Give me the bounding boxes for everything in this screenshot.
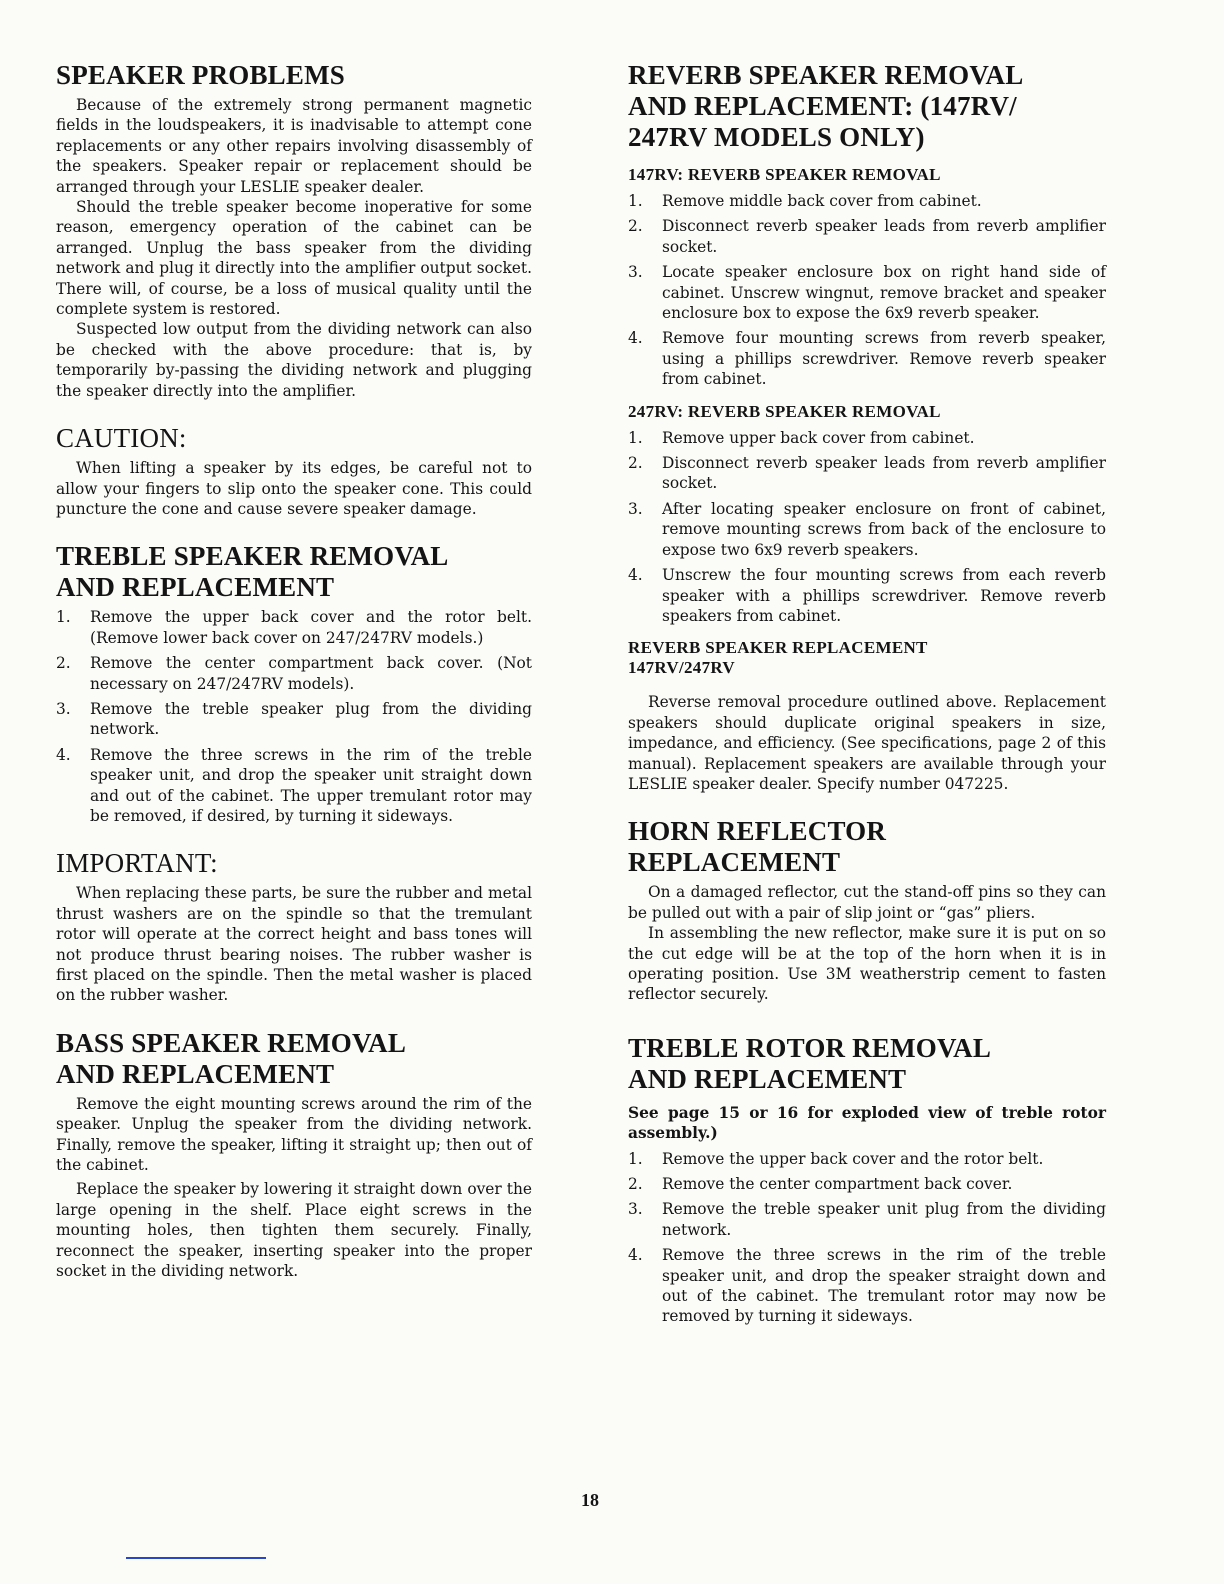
- paragraph: On a damaged reflector, cut the stand-off pins so they can be pulled out with a pair of slip joint or “gas” pliers.: [628, 883, 1106, 922]
- step-text: Remove the upper back cover and the rotor belt. (Remove lower back cover on 247/247RV models.): [90, 608, 532, 647]
- important-text: When replacing these parts, be sure the rubber and metal thrust washers are on the spindle so that the tremulant rotor will operate at the correct height and bass tones will not produce thrust bearing noises. The rubber washer is first placed on the spindle. Then the metal washer is placed on the rubber washer.: [56, 884, 532, 1005]
- heading-important: IMPORTANT:: [56, 848, 218, 879]
- subheading-reverb-replacement: [628, 638, 1106, 678]
- step-number: 3.: [628, 1200, 643, 1219]
- step-number: 1.: [628, 428, 643, 447]
- heading-caution: CAUTION:: [56, 423, 187, 454]
- step-text: Remove the treble speaker plug from the dividing network.: [90, 699, 532, 739]
- list-item: [56, 745, 532, 827]
- section-horn-reflector: [628, 816, 1106, 1004]
- paragraph: Should the treble speaker become inoperative for some reason, emergency operation of the cabinet can be arranged. Unplug the bass speaker from the dividing network and plug it directly into the amplifier output socket. There will, of course, be a loss of musical quality until the complete system is restored.: [56, 198, 532, 319]
- heading-line: TREBLE SPEAKER REMOVAL: [56, 541, 449, 572]
- 247rv-steps: [628, 428, 1106, 627]
- treble-speaker-steps: [56, 607, 532, 826]
- list-item: [56, 699, 532, 740]
- section-caution: [56, 423, 532, 519]
- heading-line: HORN REFLECTOR: [628, 816, 887, 847]
- list-item: [628, 216, 1106, 257]
- 147rv-steps: [628, 191, 1106, 390]
- subheading-247rv-removal: 247RV: REVERB SPEAKER REMOVAL: [628, 401, 941, 421]
- step-text: Remove the center compartment back cover.: [662, 1175, 1013, 1193]
- step-number: 4.: [56, 745, 71, 764]
- step-text: Remove middle back cover from cabinet.: [662, 192, 982, 210]
- step-number: 3.: [628, 263, 643, 282]
- step-text: Remove the center compartment back cover. (Not necessary on 247/247RV models).: [90, 654, 532, 693]
- right-column: [628, 60, 1106, 1349]
- left-column: [56, 60, 532, 1303]
- list-item: [628, 191, 1106, 211]
- list-item: [628, 1245, 1106, 1327]
- paragraph: Replace the speaker by lowering it straight down over the large opening in the shelf. Place eight screws in the mounting holes, then tighten them securely. Finally, reconnect the speaker, inserting speaker into the proper socket in the dividing network.: [56, 1180, 532, 1281]
- list-item: [628, 1199, 1106, 1240]
- heading-line: AND REPLACEMENT: [628, 1063, 907, 1094]
- heading-speaker-problems: SPEAKER PROBLEMS: [56, 60, 345, 90]
- heading-line: BASS SPEAKER REMOVAL: [56, 1027, 407, 1058]
- heading-treble-speaker: [56, 541, 532, 603]
- paragraph: Because of the extremely strong permanent magnetic fields in the loudspeakers, it is inadvisable to attempt cone replacements or any other repairs involving disassembly of the speakers. Speaker repair or replacement should be arranged through your LESLIE speaker dealer.: [56, 96, 532, 196]
- step-number: 2.: [56, 654, 71, 673]
- list-item: [628, 1174, 1106, 1194]
- heading-horn-reflector: [628, 816, 1106, 878]
- list-item: [56, 653, 532, 694]
- step-number: 3.: [56, 699, 71, 718]
- heading-bass-speaker: [56, 1028, 532, 1090]
- section-speaker-problems: [56, 60, 532, 401]
- subheading-line: 147RV/247RV: [628, 658, 735, 678]
- section-bass-speaker: [56, 1028, 532, 1282]
- step-number: 4.: [628, 1246, 643, 1265]
- step-text: Locate speaker enclosure box on right hand side of cabinet. Unscrew wingnut, remove bracket and speaker enclosure box to expose the 6x9 reverb speaker.: [662, 263, 1106, 323]
- heading-line: AND REPLACEMENT: (147RV/: [628, 91, 1017, 121]
- step-text: Remove the three screws in the rim of the treble speaker unit, and drop the speaker straight down and out of the cabinet. The tremulant rotor may now be removed by turning it sideways.: [662, 1246, 1106, 1326]
- step-text: Remove upper back cover from cabinet.: [662, 428, 975, 447]
- section-important: [56, 848, 532, 1005]
- step-text: Remove four mounting screws from reverb speaker, using a phillips screwdriver. Remove reverb speaker from cabinet.: [662, 329, 1106, 389]
- heading-treble-rotor: [628, 1033, 1106, 1095]
- list-item: [628, 1149, 1106, 1169]
- list-item: [628, 453, 1106, 494]
- step-number: 2.: [628, 1175, 643, 1193]
- footer-rule: [126, 1557, 266, 1559]
- treble-rotor-steps: [628, 1149, 1106, 1327]
- step-text: Disconnect reverb speaker leads from reverb amplifier socket.: [662, 217, 1106, 256]
- section-reverb-speaker: [628, 60, 1106, 794]
- list-item: [628, 428, 1106, 448]
- list-item: [628, 262, 1106, 323]
- step-text: Disconnect reverb speaker leads from reverb amplifier socket.: [662, 454, 1106, 493]
- step-number: 3.: [628, 499, 643, 518]
- heading-line: REVERB SPEAKER REMOVAL: [628, 60, 1024, 90]
- treble-rotor-note: See page 15 or 16 for exploded view of treble rotor assembly.): [628, 1103, 1106, 1143]
- reverb-replacement-text: Reverse removal procedure outlined above. Replacement speakers should duplicate original speakers in size, impedance, and efficiency. (See specifications, page 2 of this manual). Replacement speakers are available through your LESLIE speaker dealer. Specify number 047225.: [628, 693, 1106, 793]
- paragraph: Remove the eight mounting screws around the rim of the speaker. Unplug the speaker from the dividing network. Finally, remove the speaker, lifting it straight up; then out of the cabinet.: [56, 1094, 532, 1175]
- step-number: 1.: [628, 1149, 643, 1168]
- paragraph: Suspected low output from the dividing network can also be checked with the above procedure: that is, by temporarily by-passing the dividing network and plugging the speaker directly into the amplifier.: [56, 320, 532, 400]
- step-text: Remove the upper back cover and the rotor belt.: [662, 1149, 1044, 1168]
- section-treble-speaker: [56, 541, 532, 826]
- section-treble-rotor: [628, 1033, 1106, 1327]
- heading-line: 247RV MODELS ONLY): [628, 122, 925, 152]
- list-item: [628, 565, 1106, 626]
- list-item: [56, 607, 532, 648]
- caution-text: When lifting a speaker by its edges, be careful not to allow your fingers to slip onto the speaker cone. This could puncture the cone and cause severe speaker damage.: [56, 459, 532, 518]
- list-item: [628, 328, 1106, 389]
- step-text: Remove the three screws in the rim of the treble speaker unit, and drop the speaker unit straight down and out of the cabinet. The upper tremulant rotor may be removed, if desired, by turning it sideways.: [90, 745, 532, 825]
- step-text: After locating speaker enclosure on front of cabinet, remove mounting screws from back of the enclosure to expose two 6x9 reverb speakers.: [662, 499, 1106, 559]
- heading-reverb-speaker: [628, 60, 1106, 153]
- step-number: 1.: [628, 192, 643, 210]
- heading-line: TREBLE ROTOR REMOVAL: [628, 1032, 992, 1063]
- step-text: Unscrew the four mounting screws from each reverb speaker with a phillips screwdriver. Remove reverb speakers from cabinet.: [662, 566, 1106, 625]
- list-item: [628, 499, 1106, 560]
- step-number: 4.: [628, 566, 643, 585]
- subheading-line: REVERB SPEAKER REPLACEMENT: [628, 638, 928, 658]
- step-number: 4.: [628, 329, 643, 348]
- heading-line: REPLACEMENT: [628, 847, 841, 878]
- paragraph: In assembling the new reflector, make sure it is put on so the cut edge will be at the top of the horn when it is in operating position. Use 3M weatherstrip cement to fasten reflector securely.: [628, 924, 1106, 1004]
- heading-line: AND REPLACEMENT: [56, 572, 335, 603]
- step-number: 2.: [628, 454, 643, 473]
- subheading-147rv-removal: 147RV: REVERB SPEAKER REMOVAL: [628, 165, 941, 184]
- page-number: 18: [581, 1490, 599, 1510]
- step-number: 2.: [628, 217, 643, 236]
- step-text: Remove the treble speaker unit plug from the dividing network.: [662, 1200, 1106, 1239]
- step-number: 1.: [56, 608, 71, 627]
- heading-line: AND REPLACEMENT: [56, 1058, 335, 1089]
